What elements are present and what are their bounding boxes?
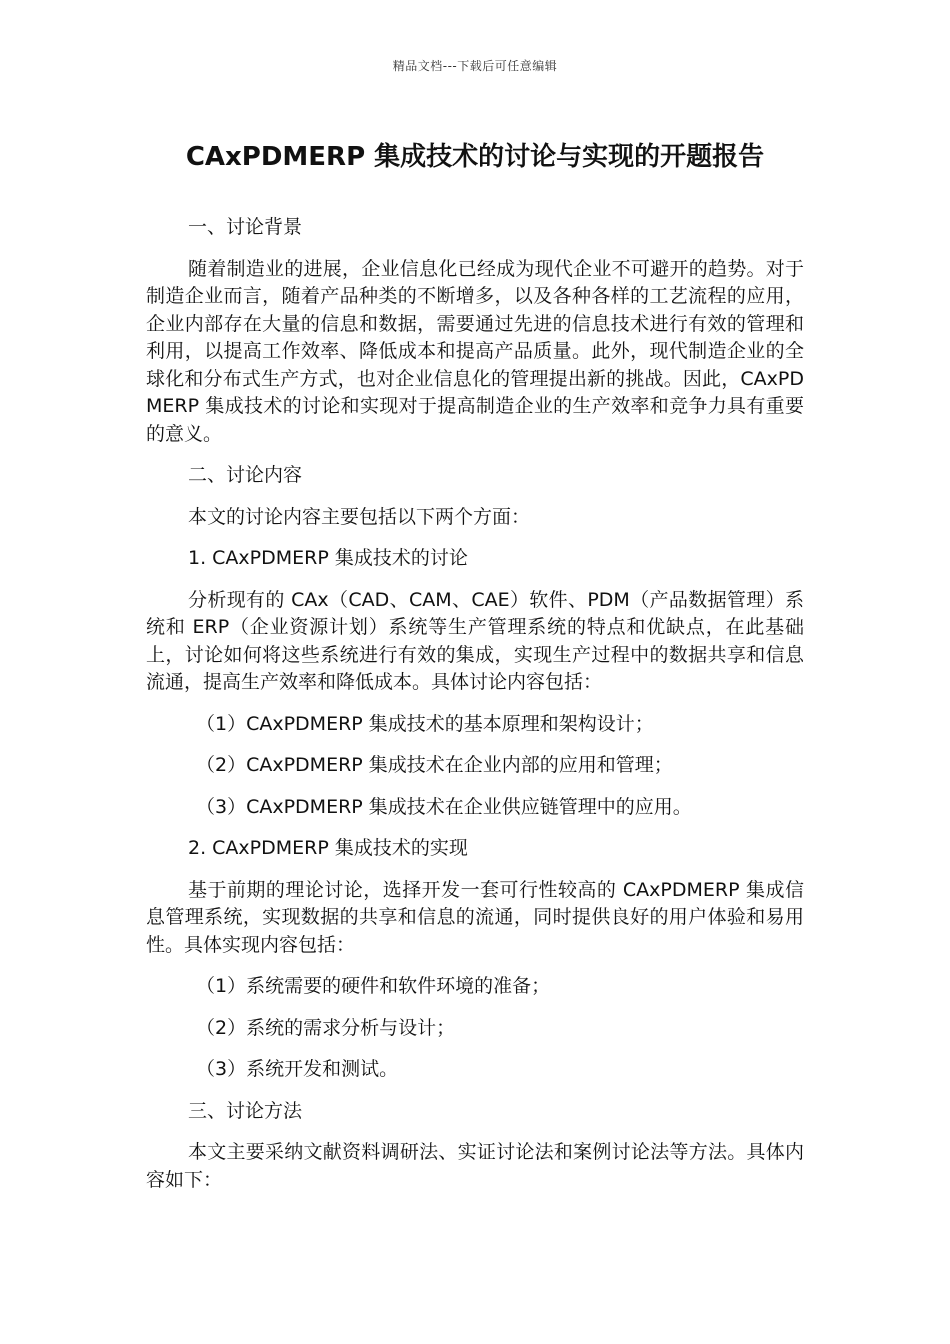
section-heading-content: 二、讨论内容 <box>188 464 303 486</box>
paragraph-methods: 本文主要采纳文献资料调研法、实证讨论法和案例讨论法等方法。具体内容如下： <box>146 1141 804 1191</box>
header-note: 精品文档---下载后可任意编辑 <box>392 59 558 73</box>
list-item: （3）CAxPDMERP 集成技术在企业供应链管理中的应用。 <box>196 795 692 818</box>
list-item: （1）系统需要的硬件和软件环境的准备； <box>196 975 551 997</box>
document-title: CAxPDMERP 集成技术的讨论与实现的开题报告 <box>185 142 765 172</box>
subheading-integration-implementation: 2. CAxPDMERP 集成技术的实现 <box>188 837 468 859</box>
subheading-integration-discussion: 1. CAxPDMERP 集成技术的讨论 <box>188 547 468 569</box>
list-item: （3）系统开发和测试。 <box>196 1058 399 1080</box>
paragraph-implementation: 基于前期的理论讨论，选择开发一套可行性较高的 CAxPDMERP 集成信息管理系统，实现数据的共享和信息的流通，同时提供良好的用户体验和易用性。具体实现内容包括： <box>146 878 804 956</box>
document-body <box>146 214 804 1208</box>
list-item: （2）系统的需求分析与设计； <box>196 1016 456 1039</box>
list-item: （1）CAxPDMERP 集成技术的基本原理和架构设计； <box>196 712 654 735</box>
paragraph-background: 随着制造业的进展，企业信息化已经成为现代企业不可避开的趋势。对于制造企业而言，随着产品种类的不断增多，以及各种各样的工艺流程的应用，企业内部存在大量的信息和数据，需要通过先进的信息技术进行有效的管理和利用，以提高工作效率、降低成本和提高产品质量。此外，现代制造企业的全球化和分布式生产方式，也对企业信息化的管理提出新的挑战。因此，CAxPDMERP 集成技术的讨论和实现对于提高制造企业的生产效率和竞争力具有重要的意义。 <box>146 257 804 445</box>
section-heading-background: 一、讨论背景 <box>188 216 303 238</box>
paragraph-content-intro: 本文的讨论内容主要包括以下两个方面： <box>188 505 531 528</box>
section-heading-methods: 三、讨论方法 <box>188 1099 303 1122</box>
paragraph-integration-analysis: 分析现有的 CAx（CAD、CAM、CAE）软件、PDM（产品数据管理）系统和 ERP（企业资源计划）系统等生产管理系统的特点和优缺点，在此基础上，讨论如何将这些系统进行有效的集成，实现生产过程中的数据共享和信息流通，提高生产效率和降低成本。具体讨论内容包括： <box>146 588 804 693</box>
list-item: （2）CAxPDMERP 集成技术在企业内部的应用和管理； <box>196 754 673 776</box>
